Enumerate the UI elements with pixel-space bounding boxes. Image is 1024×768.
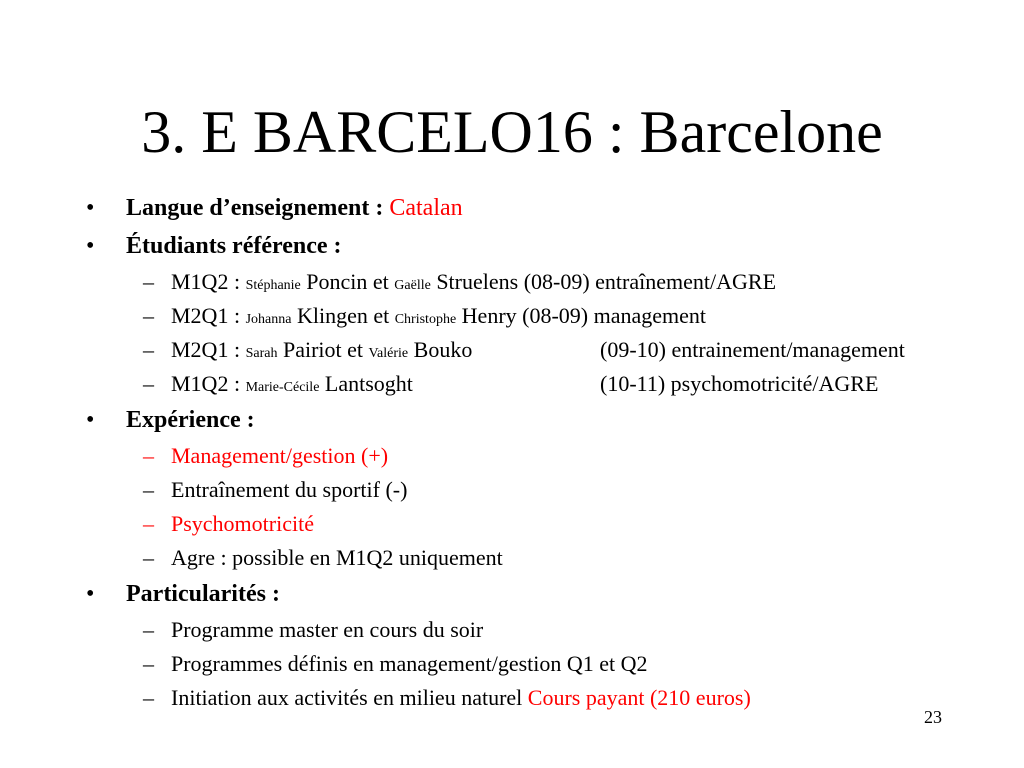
dash-mark: – (143, 651, 154, 676)
dash-mark: – (143, 443, 154, 468)
etudiant-year: (10-11) psychomotricité/AGRE (600, 371, 879, 396)
etudiants-label: Étudiants référence : (126, 233, 342, 259)
bullet-mark: • (86, 581, 95, 607)
etudiant-year: (09-10) entrainement/management (600, 337, 905, 362)
etudiant-firstname: Christophe (394, 312, 457, 327)
particularites-label: Particularités : (126, 581, 280, 607)
etudiant-code: M2Q1 : (171, 303, 246, 328)
bullet-langue (0, 189, 1024, 227)
particularite-text: Programmes définis en management/gestion Q1 et Q2 (171, 651, 648, 676)
slide-title: 3. E BARCELO16 : Barcelone (141, 99, 883, 165)
etudiant-firstname: Sarah (245, 346, 278, 361)
experience-text: Agre : possible en M1Q2 uniquement (171, 545, 503, 570)
dash-mark: – (143, 545, 154, 570)
etudiant-name: Pairiot et (277, 337, 369, 362)
etudiant-firstname: Valérie (368, 346, 409, 361)
langue-label: Langue d’enseignement : (126, 195, 390, 221)
etudiant-item (0, 333, 1024, 367)
experience-text: Psychomotricité (171, 511, 314, 536)
bullet-mark: • (86, 233, 95, 259)
bullet-list (0, 189, 1024, 715)
dash-mark: – (143, 269, 154, 294)
etudiant-firstname: Johanna (245, 312, 292, 327)
dash-mark: – (143, 371, 154, 396)
particularite-note: Cours payant (210 euros) (527, 685, 751, 710)
dash-mark: – (143, 477, 154, 502)
page-number: 23 (924, 707, 942, 727)
bullet-particularites (0, 575, 1024, 613)
particularite-text: Programme master en cours du soir (171, 617, 484, 642)
particularite-item (0, 647, 1024, 681)
particularite-item (0, 613, 1024, 647)
etudiant-firstname: Marie-Cécile (245, 380, 320, 395)
etudiant-name: Henry (08-09) management (456, 303, 707, 328)
particularite-text: Initiation aux activités en milieu naturel (171, 685, 528, 710)
dash-mark: – (143, 685, 154, 710)
etudiant-item (0, 367, 1024, 401)
experience-item (0, 439, 1024, 473)
experience-item (0, 541, 1024, 575)
dash-mark: – (143, 617, 154, 642)
etudiant-code: M2Q1 : (171, 337, 246, 362)
etudiant-name: Lantsoght (319, 371, 413, 396)
particularite-item (0, 681, 1024, 715)
experience-label: Expérience : (126, 407, 255, 433)
bullet-experience (0, 401, 1024, 439)
etudiant-name: Struelens (08-09) entraînement/AGRE (430, 269, 777, 294)
dash-mark: – (143, 303, 154, 328)
etudiant-code: M1Q2 : (171, 269, 246, 294)
dash-mark: – (143, 337, 154, 362)
etudiant-name: Bouko (408, 337, 473, 362)
etudiant-name: Klingen et (291, 303, 395, 328)
etudiant-firstname: Stéphanie (245, 278, 301, 293)
bullet-mark: • (86, 195, 95, 221)
experience-item (0, 473, 1024, 507)
experience-text: Management/gestion (+) (171, 443, 389, 468)
etudiant-name: Poncin et (300, 269, 395, 294)
bullet-mark: • (86, 407, 95, 433)
etudiant-firstname: Gaëlle (394, 278, 431, 293)
dash-mark: – (143, 511, 154, 536)
experience-text: Entraînement du sportif (-) (171, 477, 408, 502)
etudiant-code: M1Q2 : (171, 371, 246, 396)
etudiant-item (0, 265, 1024, 299)
etudiant-item (0, 299, 1024, 333)
bullet-etudiants (0, 227, 1024, 265)
experience-item (0, 507, 1024, 541)
langue-value: Catalan (389, 195, 463, 221)
